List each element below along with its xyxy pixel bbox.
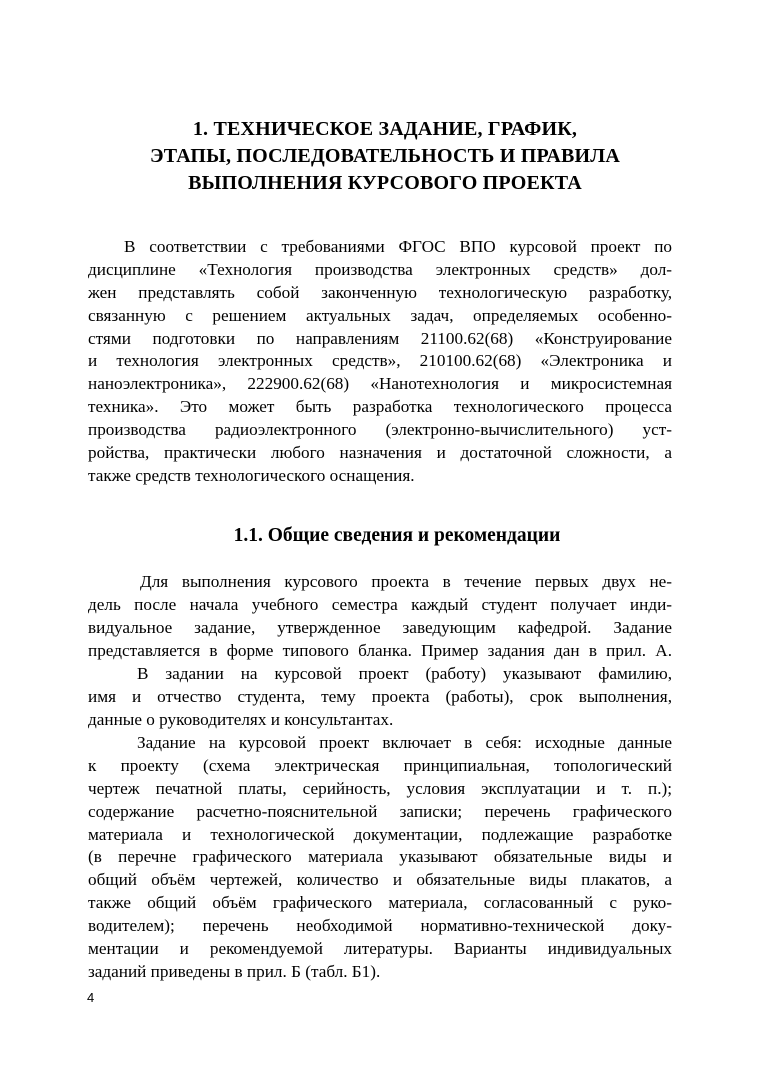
text-line: общий объём чертежей, количество и обязательные виды плакатов, а	[88, 870, 672, 890]
text-line: материала и технологической документации, подлежащие разработке	[88, 824, 672, 844]
text-line: дисциплине «Технология производства электронных средств» дол-	[88, 259, 672, 279]
text-line: техника». Это может быть разработка технологического процесса	[88, 397, 672, 417]
text-line: также общий объём графического материала, согласованный с руко-	[88, 893, 672, 913]
text-line: стями подготовки по направлениям 21100.62(68) «Конструирование	[88, 328, 672, 348]
chapter-title-line: 1. ТЕХНИЧЕСКОЕ ЗАДАНИЕ, ГРАФИК,	[192, 118, 578, 140]
text-line: имя и отчество студента, тему проекта (работы), срок выполнения,	[88, 686, 672, 706]
text-line: дель после начала учебного семестра каждый студент получает инди-	[88, 594, 672, 614]
text-line: заданий приведены в прил. Б (табл. Б1).	[88, 961, 381, 981]
text-line: чертеж печатной платы, серийность, условия эксплуатации и т. п.);	[88, 778, 672, 798]
text-line: Для выполнения курсового проекта в течение первых двух не-	[140, 572, 672, 591]
text-line: ментации и рекомендуемой литературы. Варианты индивидуальных	[88, 939, 672, 959]
section-title: 1.1. Общие сведения и рекомендации	[233, 525, 561, 546]
chapter-title-line: ЭТАПЫ, ПОСЛЕДОВАТЕЛЬНОСТЬ И ПРАВИЛА	[149, 145, 621, 167]
text-line: производства радиоэлектронного (электронно-вычислительного) уст-	[88, 420, 672, 440]
text-line: представляется в форме типового бланка. Пример задания дан в прил. А.	[88, 640, 672, 660]
text-line: водителем); перечень необходимой нормативно-технической доку-	[88, 916, 672, 936]
paragraph-general-1	[88, 571, 672, 663]
chapter-title-line: ВЫПОЛНЕНИЯ КУРСОВОГО ПРОЕКТА	[188, 172, 582, 194]
text-line: В задании на курсовой проект (работу) указывают фамилию,	[137, 664, 672, 683]
paragraph-general-2	[88, 663, 672, 732]
intro-paragraph	[88, 236, 672, 488]
chapter-title	[80, 116, 690, 197]
text-line: наноэлектроника», 222900.62(68) «Нанотехнология и микросистемная	[88, 374, 672, 394]
text-line: (в перечне графического материала указывают обязательные виды и	[88, 847, 672, 867]
text-line: к проекту (схема электрическая принципиальная, топологический	[88, 755, 672, 775]
text-line: и технология электронных средств», 210100.62(68) «Электроника и	[88, 351, 672, 371]
text-line: жен представлять собой законченную технологическую разработку,	[88, 282, 672, 302]
paragraph-general-3	[88, 732, 672, 984]
text-line: видуальное задание, утвержденное заведующим кафедрой. Задание	[88, 617, 672, 637]
text-line: содержание расчетно-пояснительной записки; перечень графического	[88, 801, 672, 821]
text-line: В соответствии с требованиями ФГОС ВПО курсовой проект по	[124, 237, 672, 256]
text-line: ройства, практически любого назначения и достаточной сложности, а	[88, 443, 672, 463]
text-line: связанную с решением актуальных задач, определяемых особенно-	[88, 305, 672, 325]
page-number: 4	[87, 990, 95, 1005]
text-line: Задание на курсовой проект включает в себя: исходные данные	[137, 733, 672, 752]
text-line: также средств технологического оснащения.	[88, 465, 415, 485]
text-line: данные о руководителях и консультантах.	[88, 709, 394, 729]
